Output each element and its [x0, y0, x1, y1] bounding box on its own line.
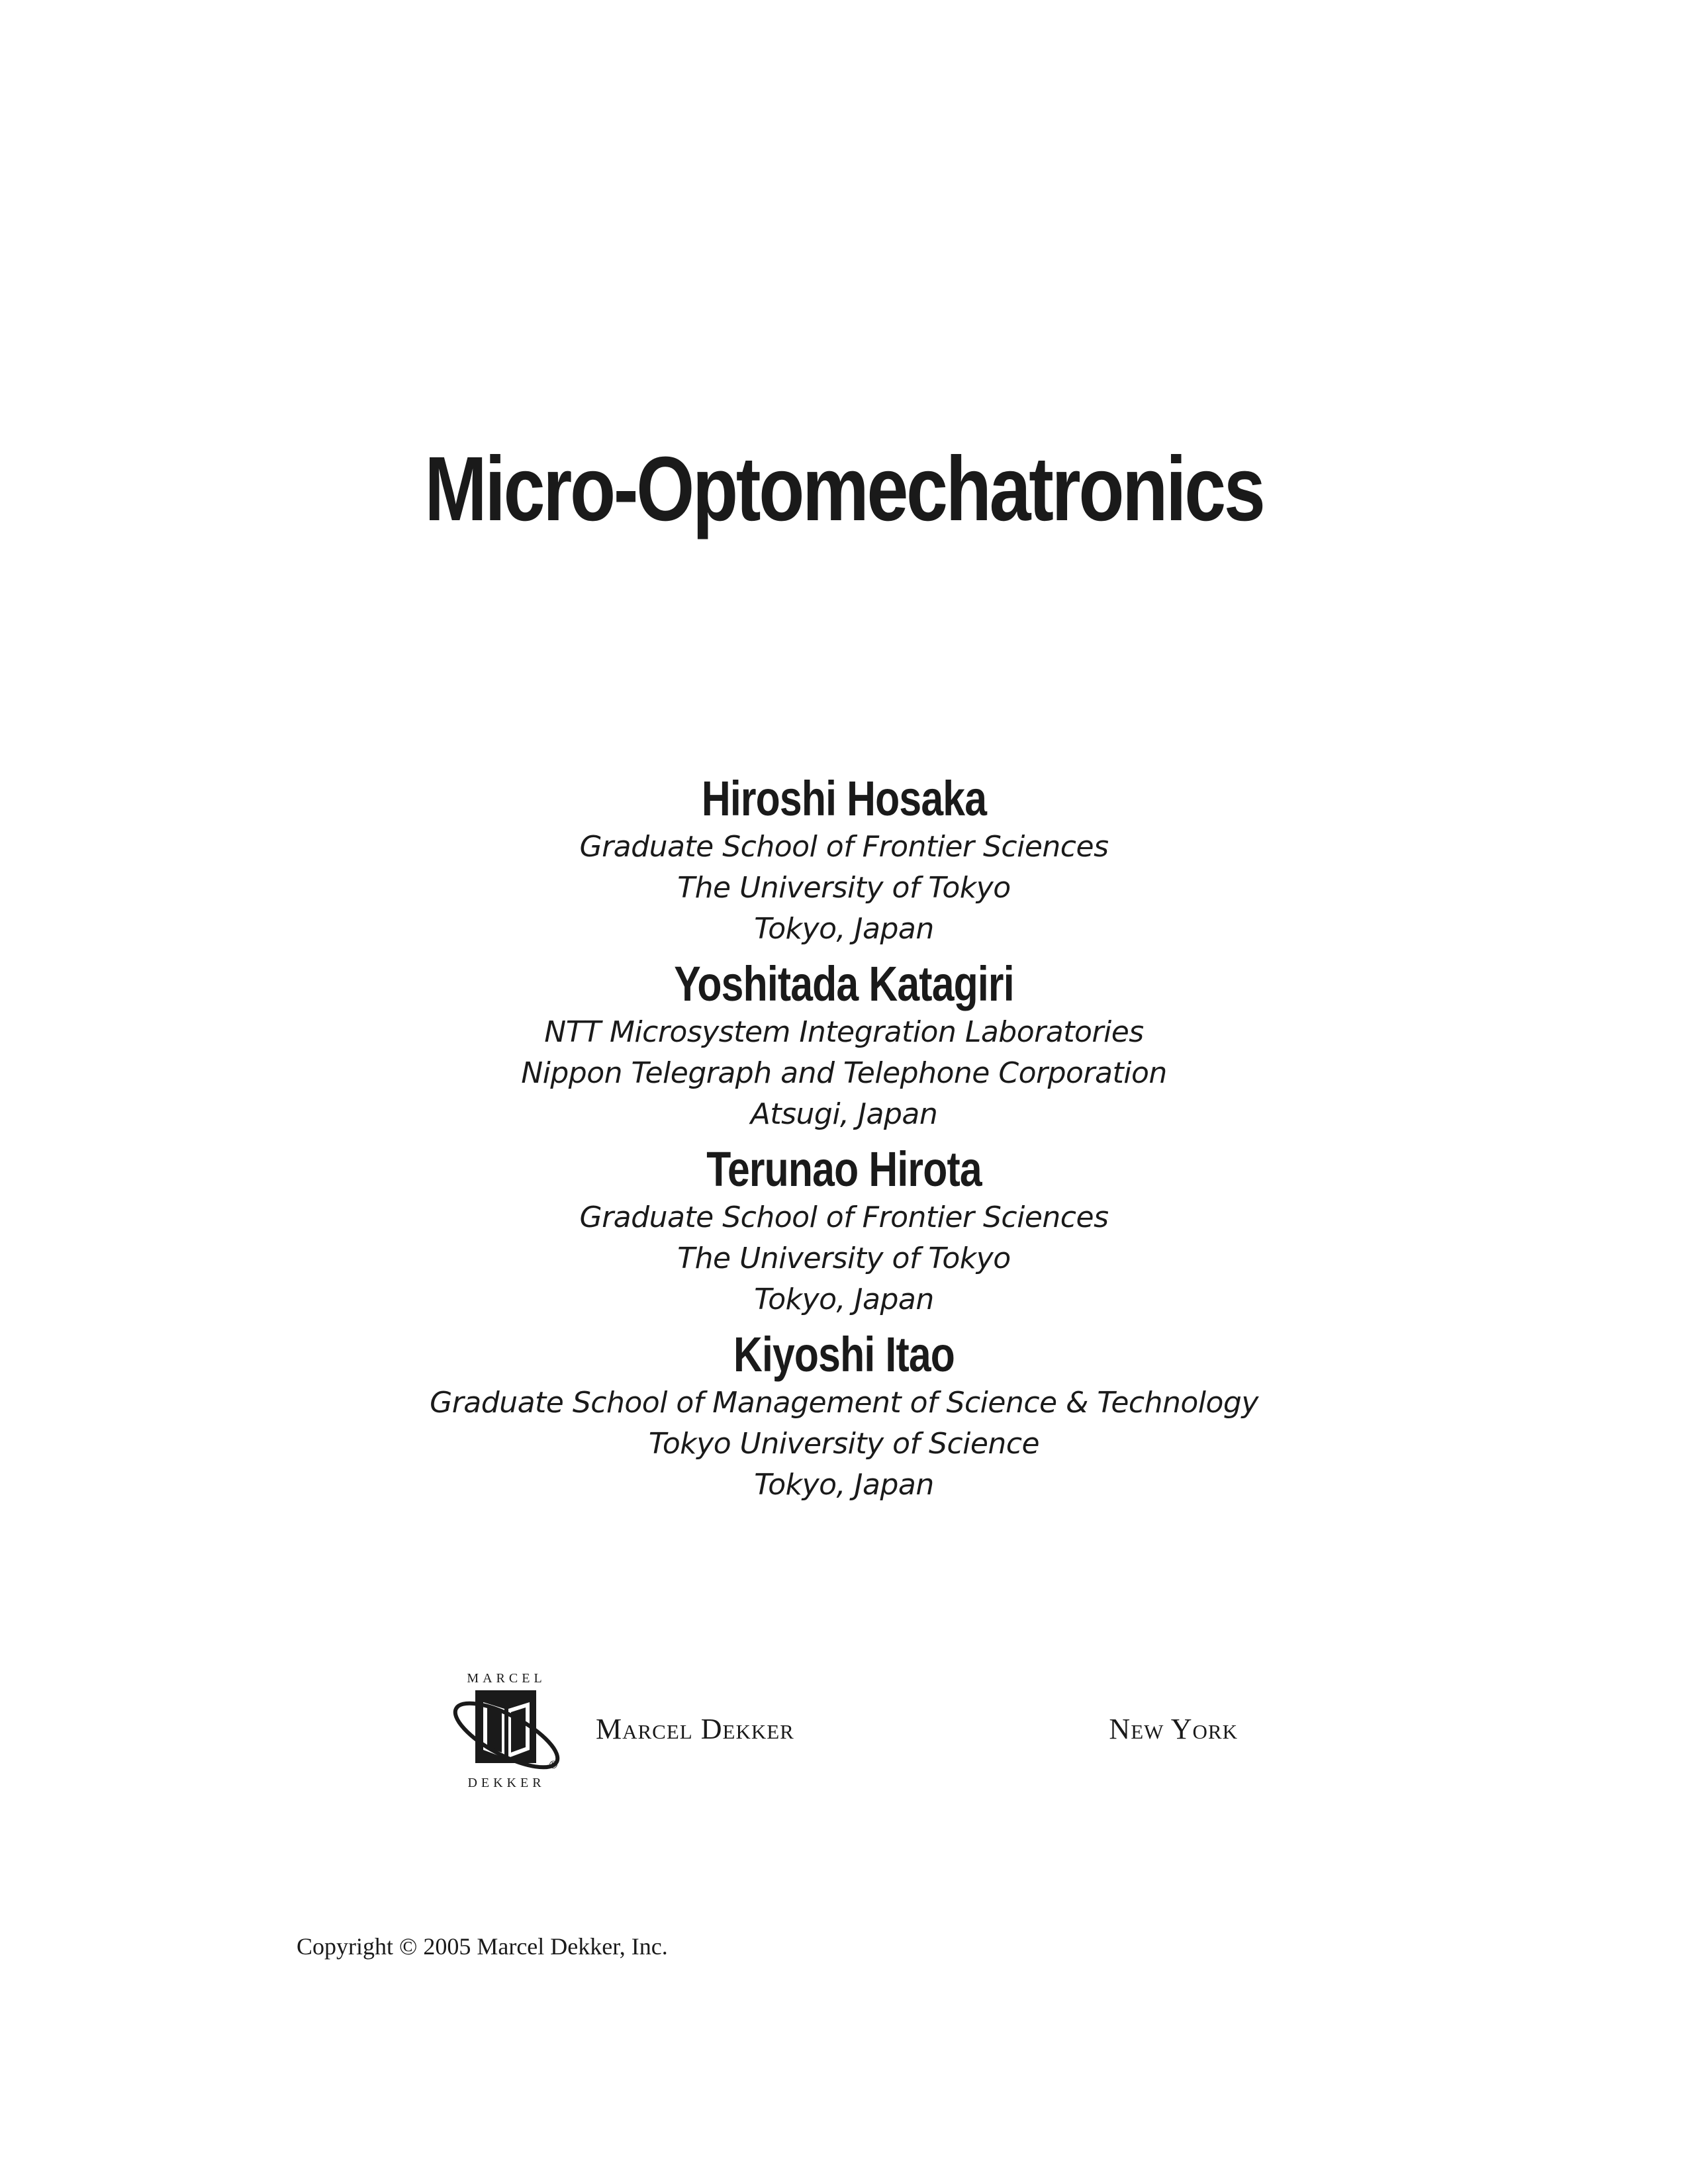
logo-top-text: MARCEL — [467, 1671, 546, 1686]
author-block — [0, 1142, 1688, 1320]
copyright-notice: Copyright © 2005 Marcel Dekker, Inc. — [297, 1933, 668, 1960]
publisher-name: Marcel Dekker — [596, 1713, 794, 1745]
affiliation-line: Atsugi, Japan — [750, 1097, 938, 1131]
publisher-city: New York — [1109, 1713, 1238, 1745]
affiliation-line: Nippon Telegraph and Telephone Corporation — [521, 1056, 1167, 1090]
publisher-row — [444, 1668, 1238, 1794]
author-name: Hiroshi Hosaka — [701, 771, 987, 826]
book-title: Micro-Optomechatronics — [424, 438, 1264, 540]
author-block — [0, 771, 1688, 950]
logo-bottom-text: DEKKER — [467, 1776, 545, 1790]
affiliation-line: Tokyo University of Science — [648, 1427, 1040, 1461]
author-block — [0, 1327, 1688, 1506]
affiliation-line: NTT Microsystem Integration Laboratories — [544, 1015, 1144, 1049]
author-name: Yoshitada Katagiri — [674, 956, 1014, 1011]
logo-book-left-inner — [487, 1707, 502, 1752]
affiliation-line: Tokyo, Japan — [754, 1283, 934, 1316]
affiliation-line: Tokyo, Japan — [754, 912, 934, 946]
affiliation-line: Graduate School of Frontier Sciences — [579, 1201, 1109, 1234]
affiliation-line: The University of Tokyo — [677, 1242, 1011, 1275]
author-block — [0, 956, 1688, 1135]
publisher-logo-icon — [444, 1668, 569, 1794]
affiliation-line: Graduate School of Frontier Sciences — [579, 830, 1109, 864]
affiliation-line: Graduate School of Management of Science & Technology — [430, 1386, 1258, 1420]
logo-registered-mark: ® — [548, 1758, 559, 1771]
author-name: Terunao Hirota — [706, 1142, 982, 1197]
author-list — [0, 771, 1688, 1506]
affiliation-line: Tokyo, Japan — [754, 1468, 934, 1502]
author-name: Kiyoshi Itao — [733, 1327, 955, 1382]
affiliation-line: The University of Tokyo — [677, 871, 1011, 905]
